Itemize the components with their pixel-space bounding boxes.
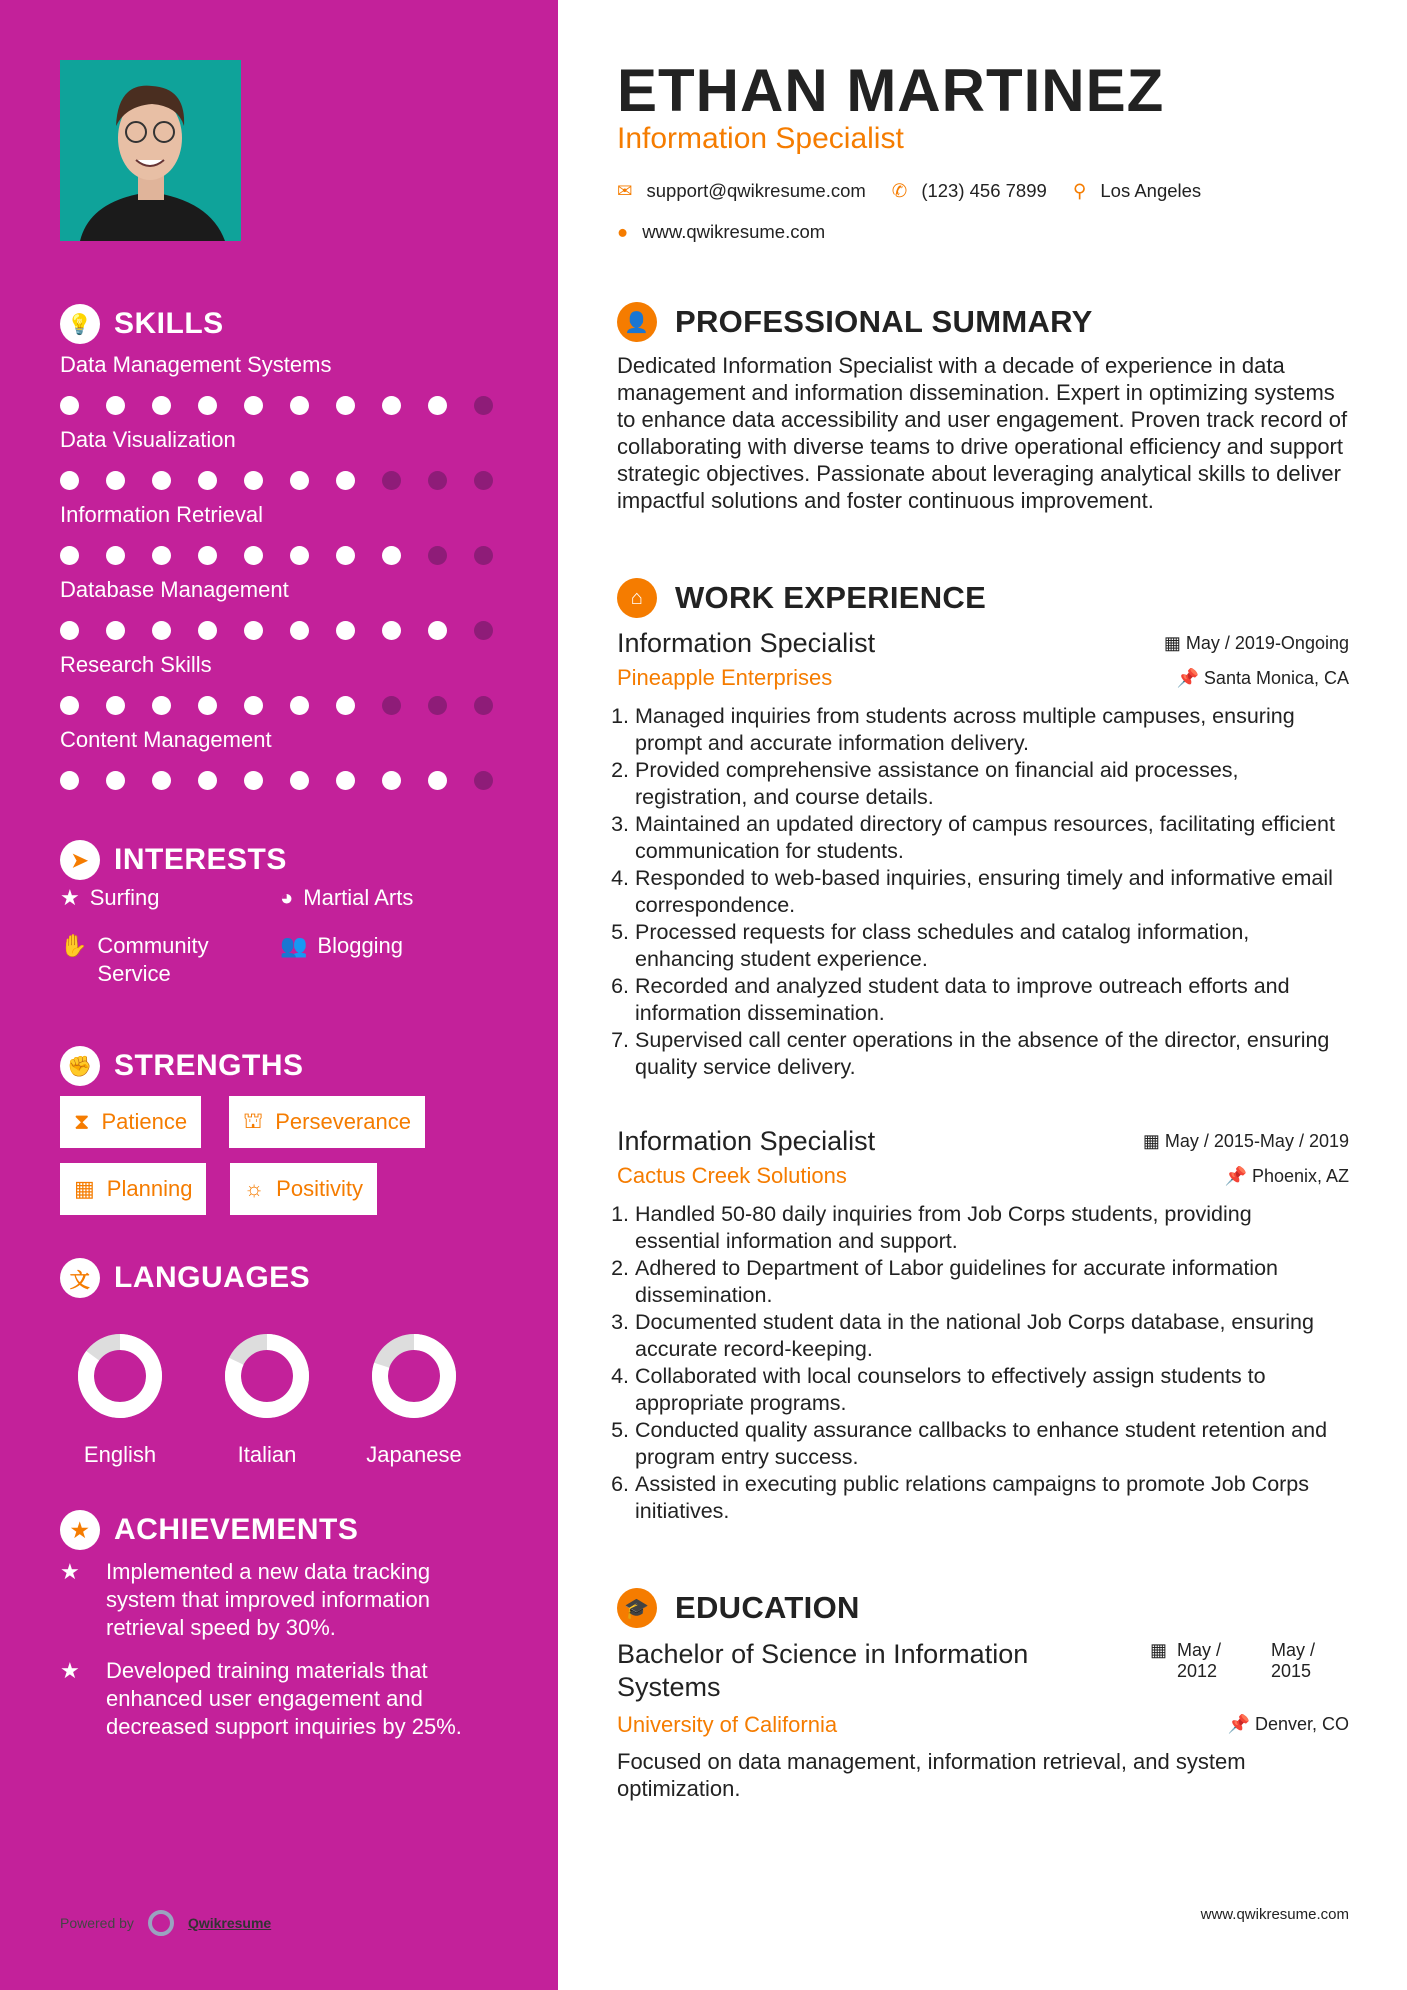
rating-dot [382,771,401,790]
rating-dot [198,546,217,565]
skill-item [60,652,520,715]
contact-row [617,180,1201,202]
rating-dot [474,696,493,715]
rating-dot [152,621,171,640]
skill-name: Data Management Systems [60,352,332,377]
chair-icon: ⌂ [617,578,657,618]
company-name: Pineapple Enterprises [617,665,833,690]
rating-dot [244,621,263,640]
rating-dot [474,621,493,640]
rating-dot [382,696,401,715]
rating-dot [382,396,401,415]
rating-dot [428,471,447,490]
powered-by: Powered by Qwikresume [60,1910,271,1936]
duty-item: 1. Managed inquiries from students across multiple campuses, ensuring prompt and accurate information delivery. [635,703,1337,757]
interest-item: 👥 Blogging [280,933,404,958]
education-heading: 🎓 EDUCATION [617,1588,860,1628]
skill-rating [60,696,520,715]
skill-name: Information Retrieval [60,502,263,527]
rating-dot [382,546,401,565]
rating-dot [152,771,171,790]
education-description: Focused on data management, information retrieval, and system optimization. [617,1749,1246,1801]
strength-chip: ⛫ Perseverance [229,1096,425,1148]
location: Los Angeles [1100,180,1202,201]
job-entry [617,1126,1349,1525]
summary-text: Dedicated Information Specialist with a decade of experience in data management and information dissemination. Expert in optimizing systems to enhance data accessibility and user engagement. Proven track record of collaborating with diverse teams to drive operational efficiency and support strategic objectives. Passionate about leveraging analytical skills to deliver impactful solutions and foster continuous improvement. [617,353,1348,513]
rating-dot [198,771,217,790]
rating-dot [290,396,309,415]
rating-dot [290,546,309,565]
lightbulb-icon: 💡 [60,304,100,344]
rating-dot [336,396,355,415]
phone: (123) 456 7899 [921,180,1047,201]
rating-dot [244,771,263,790]
shooting-star-icon: ★ [60,1658,80,1683]
skill-name: Database Management [60,577,289,602]
rating-dot [474,771,493,790]
degree: Bachelor of Science in Information Systems [617,1639,1029,1702]
rating-dot [336,621,355,640]
rating-dot [336,696,355,715]
skill-name: Research Skills [60,652,212,677]
rating-dot [290,696,309,715]
translate-icon: 文 [60,1258,100,1298]
rating-dot [428,696,447,715]
job-entry [617,628,1349,1081]
skill-rating [60,396,520,415]
calendar-icon: ▦ [1163,633,1186,653]
achievements-heading: ★ ACHIEVEMENTS [60,1510,358,1550]
duty-item: 6. Assisted in executing public relations campaigns to promote Job Corps initiatives. [635,1471,1337,1525]
achievement-item: ★ Developed training materials that enhanced user engagement and decreased support inquiries by 25%. [60,1658,462,1739]
phone-icon: ✆ [891,180,908,201]
qwikresume-link[interactable]: Qwikresume [187,1915,272,1931]
star-icon: ★ [60,885,80,910]
job-duties [617,703,1337,1081]
interest-item: ★ Surfing [60,885,160,910]
rating-dot [60,471,79,490]
duty-item: 3. Maintained an updated directory of campus resources, facilitating efficient communication for students. [635,811,1337,865]
skill-rating [60,546,520,565]
skill-name: Content Management [60,727,272,752]
language-name: Japanese [366,1442,462,1467]
rating-dot [474,546,493,565]
rating-dot [60,696,79,715]
rating-dot [106,396,125,415]
skill-name: Data Visualization [60,427,236,452]
user-icon: 👤 [617,302,657,342]
rating-dot [336,771,355,790]
rating-dot [428,396,447,415]
pin-icon: 📌 [1176,667,1204,688]
job-location: 📌 Phoenix, AZ [1224,1165,1349,1186]
skills-heading: 💡 SKILLS [60,304,224,344]
calendar-icon: ▦ [1150,1640,1168,1660]
rating-dot [152,546,171,565]
skill-rating [60,471,520,490]
skill-rating [60,771,520,790]
company-name: Cactus Creek Solutions [617,1163,847,1188]
language-item [354,1326,474,1468]
interest-item: ✋ Community Service [60,933,209,986]
rating-dot [106,471,125,490]
candidate-name: ETHAN MARTINEZ [617,57,1165,124]
rating-dot [290,771,309,790]
rating-dot [152,396,171,415]
skill-rating [60,621,520,640]
duty-item: 4. Collaborated with local counselors to effectively assign students to appropriate programs. [635,1363,1337,1417]
rating-dot [152,471,171,490]
school: University of California [617,1712,838,1737]
education-location: 📌 Denver, CO [1227,1714,1349,1734]
binoculars-icon: ⛫ [243,1107,264,1133]
rating-dot [290,621,309,640]
qwikresume-logo-icon [148,1910,174,1936]
strength-chip: ▦ Planning [60,1163,206,1215]
job-dates: ▦ May / 2015-May / 2019 [1142,1131,1349,1151]
language-item [60,1326,180,1468]
duty-item: 2. Provided comprehensive assistance on financial aid processes, registration, and course details. [635,757,1337,811]
strengths-heading: ✊ STRENGTHS [60,1046,304,1086]
strength-chip: ⧗ Patience [60,1096,201,1148]
skill-item [60,427,520,490]
language-item [207,1326,327,1468]
rating-dot [60,546,79,565]
rating-dot [382,471,401,490]
rating-dot [244,546,263,565]
rating-dot [60,771,79,790]
rating-dot [244,696,263,715]
rating-dot [474,396,493,415]
website[interactable]: www.qwikresume.com [642,221,826,242]
rating-dot [336,546,355,565]
languages-heading: 文 LANGUAGES [60,1258,310,1298]
duty-item: 3. Documented student data in the national Job Corps database, ensuring accurate record-keeping. [635,1309,1337,1363]
interest-item: ◕ Martial Arts [280,885,414,910]
website-row [617,221,825,243]
duty-item: 4. Responded to web-based inquiries, ensuring timely and informative email correspondence. [635,865,1337,919]
rating-dot [244,396,263,415]
globe-icon: ◕ [280,885,294,910]
email[interactable]: support@qwikresume.com [646,180,866,201]
profile-photo [60,60,241,241]
rating-dot [106,696,125,715]
duty-item: 5. Processed requests for class schedules and catalog information, enhancing student experience. [635,919,1337,973]
rating-dot [244,471,263,490]
graduate-icon: 🎓 [617,1588,657,1628]
skill-item [60,352,520,415]
duty-item: 5. Conducted quality assurance callbacks to enhance student retention and program entry success. [635,1417,1337,1471]
rating-dot [428,621,447,640]
rating-dot [290,471,309,490]
pin-icon: 📌 [1227,1714,1255,1734]
paper-plane-icon: ➤ [60,840,100,880]
pin-icon: 📌 [1224,1165,1252,1186]
achievement-item: ★ Implemented a new data tracking system that improved information retrieval speed by 30%. [60,1559,431,1640]
language-name: Italian [237,1442,297,1467]
star-badge-icon: ★ [60,1510,100,1550]
hourglass-icon: ⧗ [74,1109,90,1134]
rating-dot [382,621,401,640]
footer-website[interactable]: www.qwikresume.com [1200,1906,1349,1923]
rating-dot [198,471,217,490]
hand-icon: ✋ [60,933,88,958]
shooting-star-icon: ★ [60,1559,80,1584]
language-donut [207,1326,327,1426]
rating-dot [60,621,79,640]
job-title: Information Specialist [617,628,876,658]
sun-icon: ☼ [244,1176,265,1201]
skill-item [60,727,520,790]
calendar-icon: ▦ [1142,1131,1165,1151]
fist-icon: ✊ [60,1046,100,1086]
duty-item: 2. Adhered to Department of Labor guidelines for accurate information dissemination. [635,1255,1337,1309]
language-name: English [83,1442,157,1467]
globe-icon: ● [617,221,629,242]
rating-dot [336,471,355,490]
rating-dot [198,696,217,715]
calendar-icon: ▦ [74,1176,95,1201]
rating-dot [106,621,125,640]
education-dates: ▦ May / 2012 May / 2015 [1150,1640,1316,1681]
duty-item: 1. Handled 50-80 daily inquiries from Job Corps students, providing essential information and support. [635,1201,1337,1255]
job-title: Information Specialist [617,1126,876,1156]
rating-dot [152,696,171,715]
rating-dot [428,771,447,790]
users-icon: 👥 [280,933,308,958]
rating-dot [474,471,493,490]
job-duties [617,1201,1337,1525]
rating-dot [106,771,125,790]
envelope-icon: ✉ [617,180,633,201]
summary-heading: 👤 PROFESSIONAL SUMMARY [617,302,1093,342]
rating-dot [60,396,79,415]
job-title: Information Specialist [617,122,904,155]
language-donut [354,1326,474,1426]
skill-item [60,577,520,640]
strength-chip: ☼ Positivity [230,1163,377,1215]
skill-item [60,502,520,565]
rating-dot [198,396,217,415]
language-donut [60,1326,180,1426]
rating-dot [106,546,125,565]
duty-item: 7. Supervised call center operations in the absence of the director, ensuring quality service delivery. [635,1027,1337,1081]
job-dates: ▦ May / 2019-Ongoing [1163,633,1349,653]
map-pin-icon: ⚲ [1072,180,1087,201]
rating-dot [198,621,217,640]
interests-heading: ➤ INTERESTS [60,840,287,880]
job-location: 📌 Santa Monica, CA [1176,667,1349,688]
rating-dot [428,546,447,565]
work-heading: ⌂ WORK EXPERIENCE [617,578,986,618]
duty-item: 6. Recorded and analyzed student data to improve outreach efforts and information dissemination. [635,973,1337,1027]
